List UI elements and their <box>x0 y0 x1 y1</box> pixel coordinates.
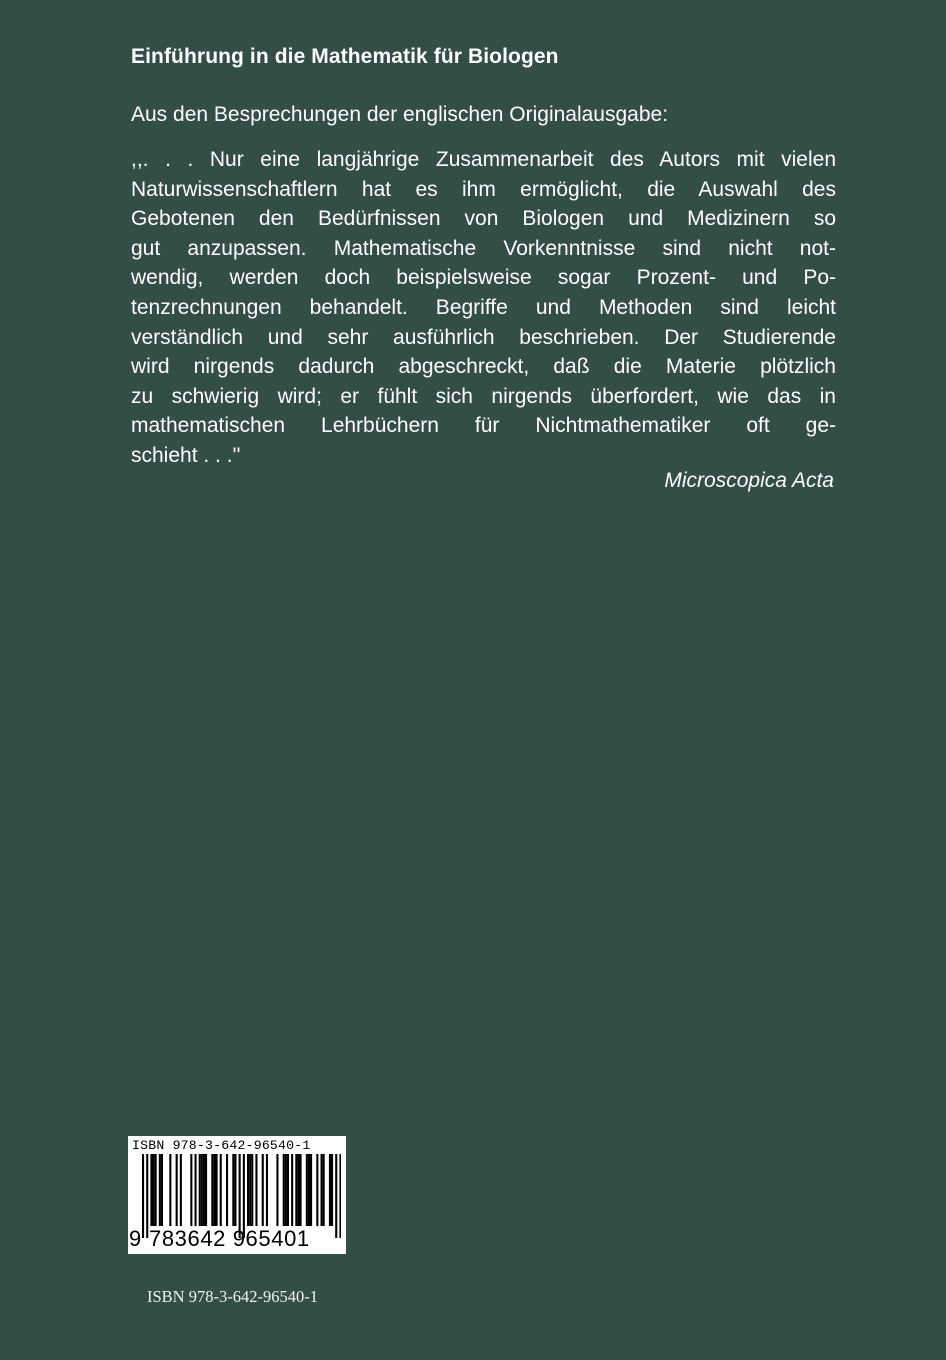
quote-line: tenzrechnungen behandelt. Begriffe und Methoden sind leicht <box>131 295 836 319</box>
quote-line: wird nirgends dadurch abgeschreckt, daß die Materie plötzlich <box>131 355 836 379</box>
barcode-bar <box>159 1154 161 1226</box>
barcode-bar <box>226 1154 228 1226</box>
barcode-bar <box>276 1154 278 1226</box>
barcode-bar <box>329 1154 331 1226</box>
barcode-bar <box>283 1154 285 1226</box>
review-quote <box>131 145 836 471</box>
barcode-bar <box>249 1154 251 1226</box>
quote-line: schieht . . .'' <box>131 443 241 467</box>
barcode-bar <box>308 1154 310 1226</box>
barcode-bar <box>169 1154 171 1226</box>
barcode-bar <box>234 1154 236 1226</box>
barcode-bar <box>216 1154 218 1226</box>
barcode-digits: 783642 965401 <box>149 1226 310 1251</box>
quote-line: gut anzupassen. Mathematische Vorkenntnisse sind nicht not- <box>131 236 836 260</box>
barcode-bar <box>232 1154 234 1226</box>
barcode-bar <box>287 1154 289 1226</box>
barcode-bar <box>150 1154 152 1226</box>
quote-line: zu schwierig wird; er fühlt sich nirgends überfordert, wie das in <box>131 384 836 408</box>
barcode-bar <box>213 1154 215 1226</box>
quote-source: Microscopica Acta <box>664 469 834 492</box>
barcode-isbn-label: ISBN 978-3-642-96540-1 <box>132 1138 311 1153</box>
barcode-bar <box>306 1154 308 1226</box>
quote-line: Gebotenen den Bedürfnissen von Biologen und Medizinern so <box>131 207 836 231</box>
barcode-first-digit: 9 <box>129 1226 142 1251</box>
barcode-bar <box>297 1154 299 1226</box>
barcode-bar <box>295 1154 297 1226</box>
barcode-bar <box>176 1154 178 1226</box>
barcode-bar <box>291 1154 293 1226</box>
barcode-bar <box>251 1154 253 1226</box>
barcode-bar <box>155 1154 157 1226</box>
book-title: Einführung in die Mathematik für Biologen <box>131 45 559 68</box>
barcode-bar <box>142 1154 144 1238</box>
barcode-bar <box>161 1154 163 1226</box>
barcode-bar <box>310 1154 312 1226</box>
quote-line: ,,. . . Nur eine langjährige Zusammenarbeit des Autors mit vielen <box>131 148 836 171</box>
barcode-bar <box>316 1154 318 1226</box>
barcode-bar <box>211 1154 213 1226</box>
quote-line: verständlich und sehr ausführlich beschrieben. Der Studierende <box>131 325 836 349</box>
footer-isbn: ISBN 978-3-642-96540-1 <box>147 1287 318 1306</box>
barcode-bar <box>190 1154 192 1226</box>
quote-line: wendig, werden doch beispielsweise sogar Prozent- und Po- <box>131 266 836 290</box>
barcode-bar <box>205 1154 207 1226</box>
barcode-bar <box>335 1154 337 1238</box>
barcode-bar <box>201 1154 203 1226</box>
barcode-bar <box>146 1154 148 1238</box>
barcode-bar <box>220 1154 222 1226</box>
barcode-bar <box>180 1154 182 1226</box>
barcode <box>128 1136 346 1254</box>
barcode-bar <box>255 1154 257 1226</box>
barcode-bar <box>262 1154 264 1226</box>
barcode-bar <box>153 1154 155 1226</box>
barcode-bar <box>247 1154 249 1226</box>
barcode-bar <box>266 1154 268 1226</box>
barcode-bar <box>339 1154 341 1238</box>
quote-line: mathematischen Lehrbüchern für Nichtmathematiker oft ge- <box>131 414 836 438</box>
barcode-bar <box>285 1154 287 1226</box>
barcode-bar <box>321 1154 323 1226</box>
barcode-bar <box>323 1154 325 1226</box>
review-intro: Aus den Besprechungen der englischen Originalausgabe: <box>131 103 669 126</box>
barcode-bar <box>300 1154 302 1226</box>
barcode-bar <box>203 1154 205 1226</box>
barcode-bar <box>331 1154 333 1226</box>
barcode-bar <box>195 1154 197 1226</box>
quote-line: Naturwissenschaftlern hat es ihm ermöglicht, die Auswahl des <box>131 177 836 201</box>
barcode-bar <box>199 1154 201 1226</box>
